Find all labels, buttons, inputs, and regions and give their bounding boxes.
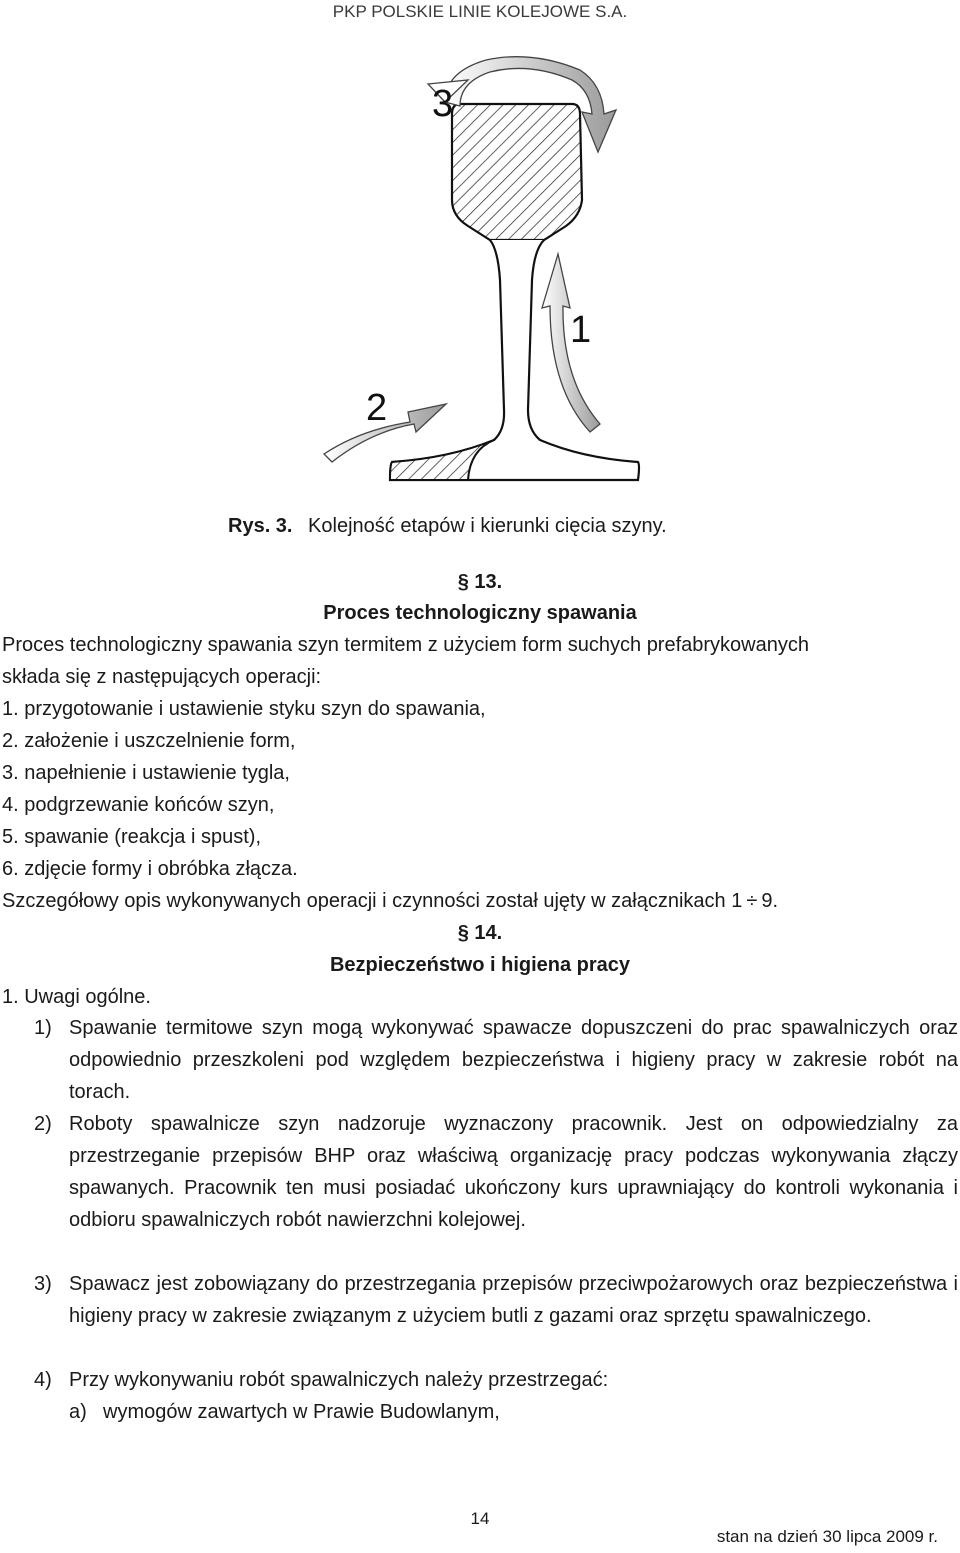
section-13-title: Proces technologiczny spawania xyxy=(323,602,637,624)
item-3-number: 3) xyxy=(34,1273,52,1295)
division-symbol: ÷ xyxy=(746,890,758,912)
detail-paragraph xyxy=(2,889,778,913)
page-header: PKP POLSKIE LINIE KOLEJOWE S.A. xyxy=(332,2,628,21)
section-14-title: Bezpieczeństwo i higiena pracy xyxy=(329,954,631,976)
step-3: 3. napełnienie i ustawienie tygla, xyxy=(2,762,290,784)
step-6: 6. zdjęcie formy i obróbka złącza. xyxy=(2,858,298,880)
section-14-number: § 14. xyxy=(457,922,503,944)
caption-prefix: Rys. 3. xyxy=(228,515,293,537)
item-1-number: 1) xyxy=(34,1017,52,1039)
step-2: 2. założenie i uszczelnienie form, xyxy=(2,730,296,752)
label-3: 3 xyxy=(432,83,454,125)
step-1: 1. przygotowanie i ustawienie styku szyn do spawania, xyxy=(2,698,486,720)
section-13-intro-line1: Proces technologiczny spawania szyn termitem z użyciem form suchych prefabrykowanych xyxy=(2,634,809,656)
rail-head xyxy=(452,104,582,240)
step-4: 4. podgrzewanie końców szyn, xyxy=(2,794,275,816)
subitem-a-number: a) xyxy=(69,1401,87,1423)
figure-caption xyxy=(228,515,667,538)
label-1: 1 xyxy=(570,309,592,351)
section-13-number: § 13. xyxy=(457,571,503,593)
subitem-a-text: wymogów zawartych w Prawie Budowlanym, xyxy=(103,1401,500,1423)
caption-text: Kolejność etapów i kierunki cięcia szyny. xyxy=(308,515,667,537)
page-number: 14 xyxy=(470,1509,490,1528)
rail-cutting-diagram xyxy=(300,40,660,500)
item-4-number: 4) xyxy=(34,1369,52,1391)
item-3-text: Spawacz jest zobowiązany do przestrzegania przepisów przeciwpożarowych oraz bezpieczeństwa i higieny pracy w zakresie związanym z użyciem butli z gazami oraz sprzętu spawalniczego. xyxy=(69,1273,958,1327)
detail-end: 9. xyxy=(761,890,779,912)
section-13-intro-line2: składa się z następujących operacji: xyxy=(2,666,322,688)
step-5: 5. spawanie (reakcja i spust), xyxy=(2,826,262,848)
rail-web xyxy=(390,240,639,480)
item-4-text: Przy wykonywaniu robót spawalniczych należy przestrzegać: xyxy=(69,1369,609,1391)
document-date: stan na dzień 30 lipca 2009 r. xyxy=(716,1527,938,1546)
detail-text: Szczegółowy opis wykonywanych operacji i czynności został ujęty w załącznikach 1 xyxy=(2,890,743,912)
item-1-text: Spawanie termitowe szyn mogą wykonywać spawacze dopuszczeni do prac spawalniczych oraz odpowiednio przeszkoleni pod względem bezpieczeństwa i higieny pracy w zakresie robót na torach. xyxy=(69,1017,958,1103)
item-2-text: Roboty spawalnicze szyn nadzoruje wyznaczony pracownik. Jest on odpowiedzialny za przestrzeganie przepisów BHP oraz właściwą organizację pracy podczas wykonywania złączy spawanych. Pracownik ten musi posiadać ukończony kurs uprawniający do kontroli wykonania i odbioru spawalniczych robót nawierzchni kolejowej. xyxy=(69,1113,958,1231)
section-14-subheading: 1. Uwagi ogólne. xyxy=(2,986,151,1008)
item-2-number: 2) xyxy=(34,1113,52,1135)
label-2: 2 xyxy=(366,387,388,429)
